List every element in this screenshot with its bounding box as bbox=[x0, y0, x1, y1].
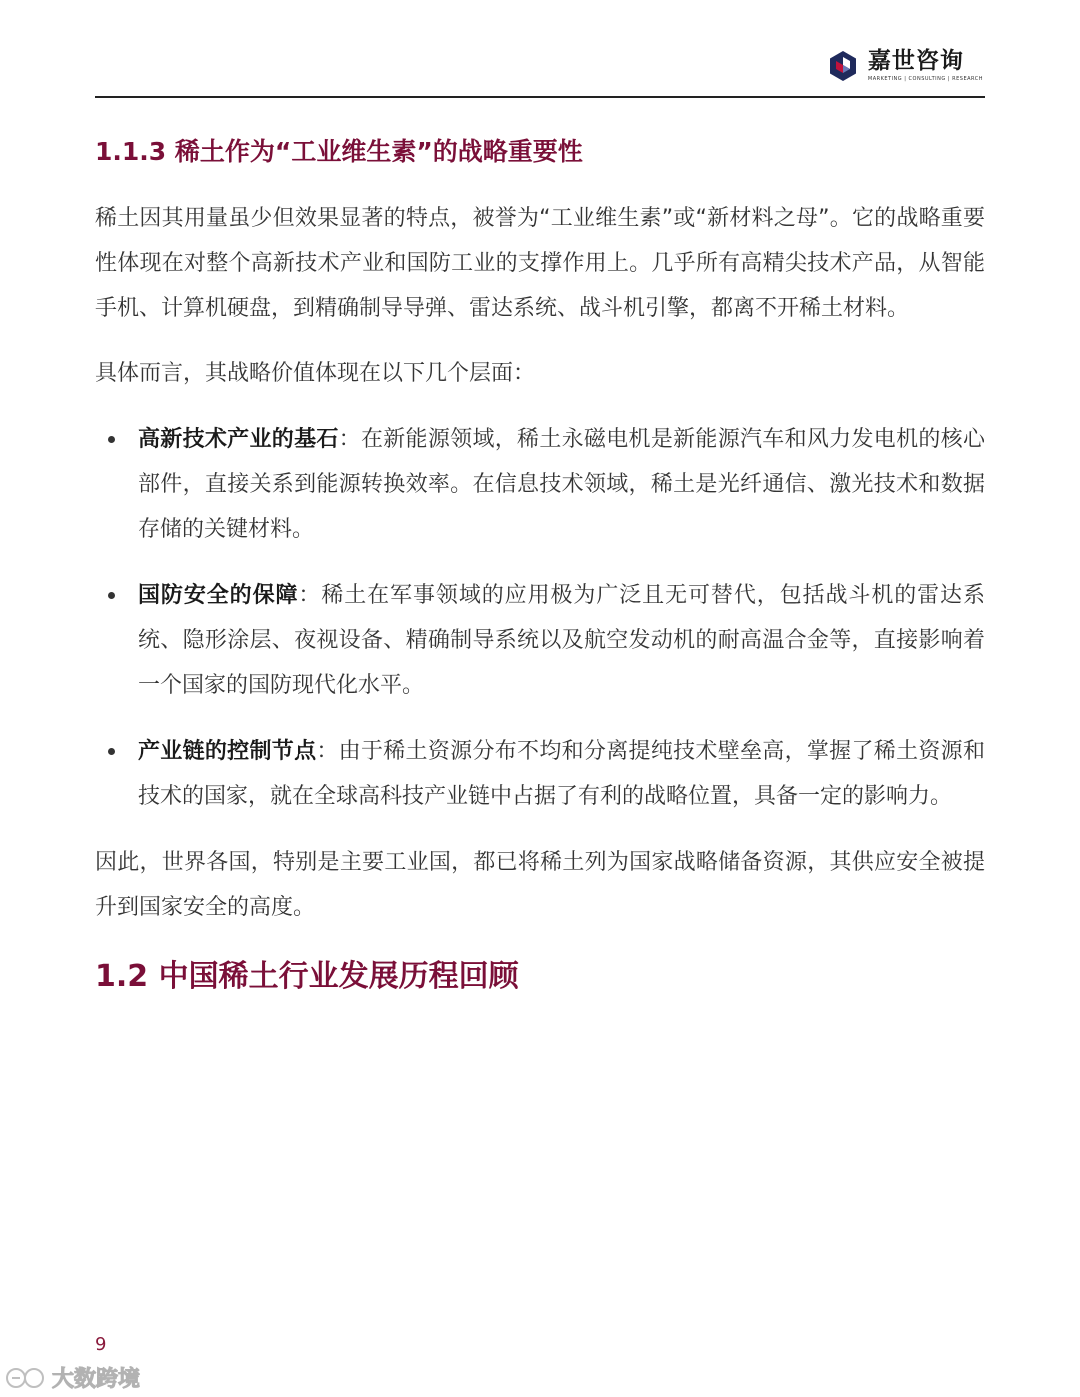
section-title: 1.2 中国稀土行业发展历程回顾 bbox=[95, 959, 519, 994]
brand bbox=[826, 48, 983, 83]
point-separator: ： bbox=[338, 427, 361, 452]
brand-tagline: MARKETING | CONSULTING | RESEARCH bbox=[867, 76, 983, 82]
bullet-dot bbox=[108, 592, 115, 599]
bullet-dot bbox=[108, 436, 115, 443]
point-separator: ： bbox=[298, 583, 322, 608]
point-text: 由于稀土资源分布不均和分离提纯技术壁垒高，掌握了稀土资源和技术的国家，就在全球高科技产业链中占据了有利的战略位置，具备一定的影响力。 bbox=[138, 739, 985, 809]
point-text: 在新能源领域，稀土永磁电机是新能源汽车和风力发电机的核心部件，直接关系到能源转换效率。在信息技术领域，稀土是光纤通信、激光技术和数据存储的关键材料。 bbox=[138, 427, 985, 542]
lead-paragraph: 具体而言，其战略价值体现在以下几个层面： bbox=[95, 361, 536, 386]
subsection-title: 1.1.3 稀土作为“工业维生素”的战略重要性 bbox=[95, 137, 583, 166]
page-header bbox=[95, 40, 985, 98]
list-item bbox=[95, 729, 985, 819]
strategic-points-list bbox=[95, 417, 985, 819]
conclusion-paragraph: 因此，世界各国，特别是主要工业国，都已将稀土列为国家战略储备资源，其供应安全被提升到国家安全的高度。 bbox=[95, 850, 985, 920]
watermark-logo-icon bbox=[4, 1365, 48, 1391]
page-content bbox=[95, 130, 985, 1002]
brand-logo-icon bbox=[826, 49, 860, 83]
watermark bbox=[4, 1362, 140, 1393]
point-term: 高新技术产业的基石 bbox=[138, 427, 339, 452]
watermark-text: 大数跨境 bbox=[52, 1367, 141, 1392]
list-item bbox=[95, 417, 985, 552]
page-number: 9 bbox=[95, 1334, 107, 1355]
intro-paragraph: 稀土因其用量虽少但效果显著的特点，被誉为“工业维生素”或“新材料之母”。它的战略重要性体现在对整个高新技术产业和国防工业的支撑作用上。几乎所有高精尖技术产品，从智能手机、计算机硬盘，到精确制导导弹、雷达系统、战斗机引擎，都离不开稀土材料。 bbox=[95, 206, 985, 321]
point-term: 产业链的控制节点 bbox=[138, 739, 317, 764]
bullet-dot bbox=[108, 748, 115, 755]
list-item bbox=[95, 573, 985, 708]
point-text: 稀土在军事领域的应用极为广泛且无可替代，包括战斗机的雷达系统、隐形涂层、夜视设备、精确制导系统以及航空发动机的耐高温合金等，直接影响着一个国家的国防现代化水平。 bbox=[138, 583, 985, 698]
brand-text bbox=[868, 48, 983, 83]
point-separator: ： bbox=[316, 739, 339, 764]
brand-name: 嘉世咨询 bbox=[867, 48, 964, 74]
point-term: 国防安全的保障 bbox=[138, 583, 299, 608]
